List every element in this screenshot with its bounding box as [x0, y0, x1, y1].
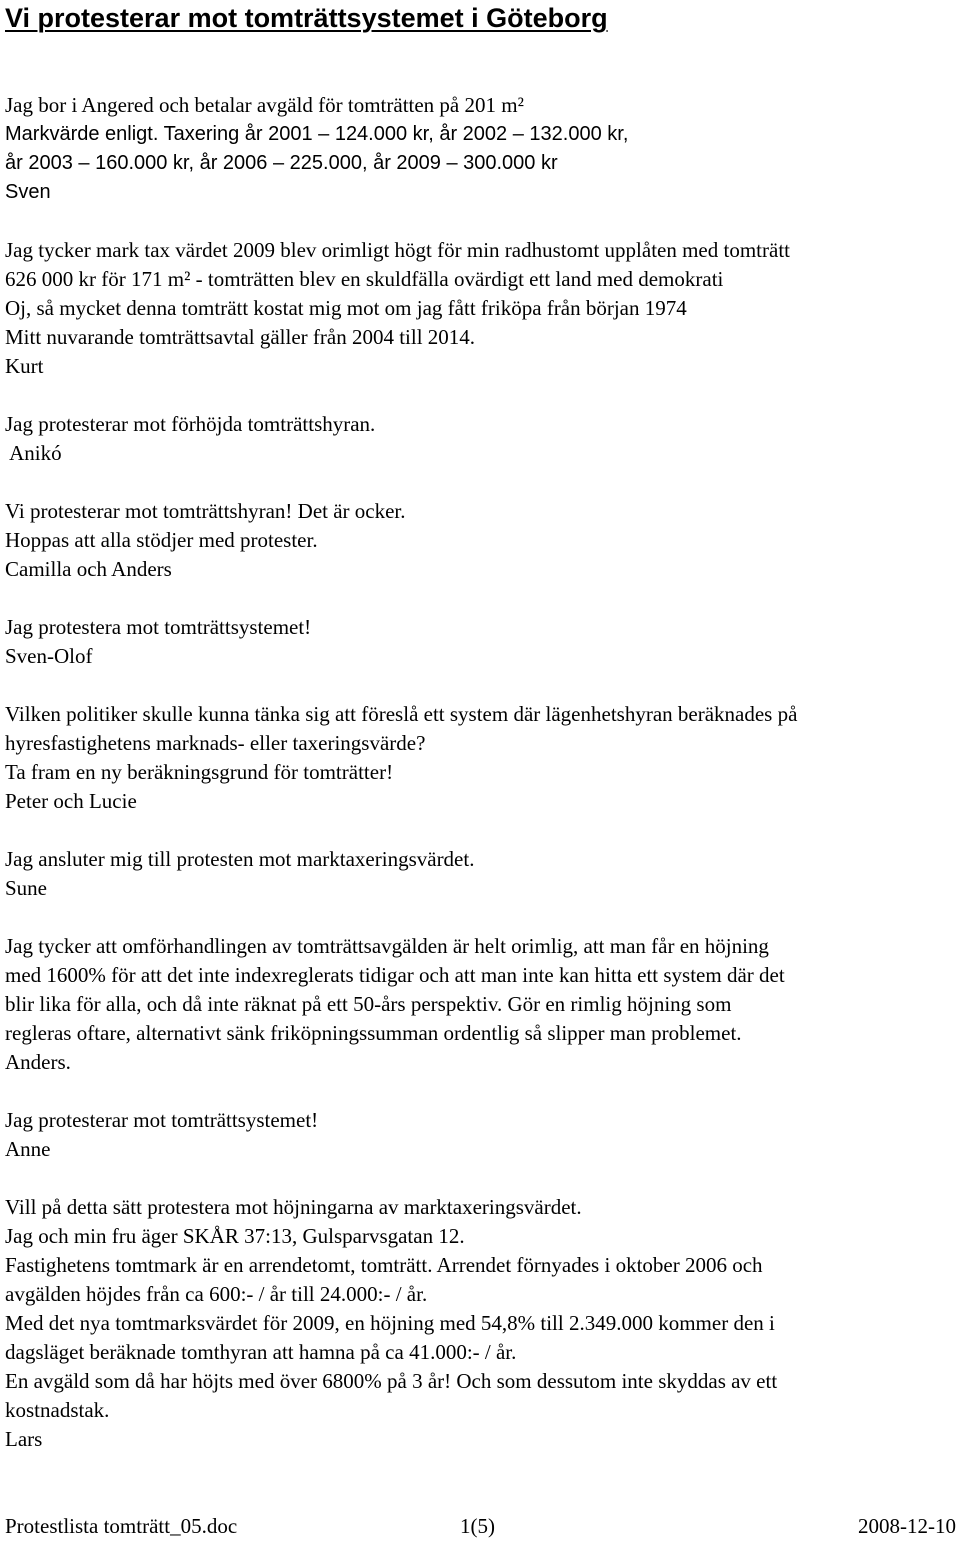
protest-entry — [5, 1106, 957, 1164]
entry-line: år 2003 – 160.000 kr, år 2006 – 225.000, år 2009 – 300.000 kr — [5, 152, 558, 174]
entry-signature: Peter och Lucie — [5, 789, 137, 813]
entry-line: Vi protesterar mot tomträttshyran! Det är ocker. — [5, 499, 406, 523]
entry-line: kostnadstak. — [5, 1398, 110, 1422]
entry-line: Markvärde enligt. Taxering år 2001 – 124.000 kr, år 2002 – 132.000 kr, — [5, 123, 629, 145]
entry-line: blir lika för alla, och då inte räknat på ett 50-års perspektiv. Gör en rimlig höjning som — [5, 992, 732, 1016]
protest-entry — [5, 932, 957, 1077]
protest-entry — [5, 236, 957, 381]
entry-signature: Sven-Olof — [5, 644, 93, 668]
paragraph-gap — [5, 381, 957, 410]
protest-entry — [5, 613, 957, 671]
entry-line: Fastighetens tomtmark är en arrendetomt, tomträtt. Arrendet förnyades i oktober 2006 och — [5, 1253, 763, 1277]
entry-signature: Anders. — [5, 1050, 71, 1074]
paragraph-gap — [5, 903, 957, 932]
paragraph-gap — [5, 207, 957, 236]
entry-line: hyresfastighetens marknads- eller taxeringsvärde? — [5, 731, 426, 755]
entry-line: Jag ansluter mig till protesten mot marktaxeringsvärdet. — [5, 847, 475, 871]
entry-line: Hoppas att alla stödjer med protester. — [5, 528, 318, 552]
entry-line: Jag tycker att omförhandlingen av tomträttsavgälden är helt orimlig, att man får en höjning — [5, 934, 769, 958]
protest-entry — [5, 91, 957, 207]
paragraph-gap — [5, 468, 957, 497]
entry-signature: Anikó — [5, 441, 62, 465]
paragraph-gap — [5, 816, 957, 845]
entry-line: Jag och min fru äger SKÅR 37:13, Gulsparvsgatan 12. — [5, 1224, 465, 1248]
entry-line: dagsläget beräknade tomthyran att hamna på ca 41.000:- / år. — [5, 1340, 517, 1364]
entry-signature: Kurt — [5, 354, 44, 378]
entry-line: Jag protestera mot tomträttsystemet! — [5, 615, 312, 639]
entry-signature: Anne — [5, 1137, 51, 1161]
entry-signature: Sune — [5, 876, 47, 900]
protest-entry — [5, 497, 957, 584]
footer-filename: Protestlista tomträtt_05.doc — [5, 1514, 238, 1538]
protest-entry — [5, 410, 957, 468]
entry-line: Jag bor i Angered och betalar avgäld för tomträtten på 201 m² — [5, 93, 524, 117]
paragraph-gap — [5, 584, 957, 613]
protest-entry — [5, 1193, 957, 1454]
paragraph-gap — [5, 1164, 957, 1193]
entry-line: 626 000 kr för 171 m² - tomträtten blev en skuldfälla ovärdigt ett land med demokrati — [5, 267, 724, 291]
entry-signature: Camilla och Anders — [5, 557, 172, 581]
document-body — [5, 91, 957, 1454]
paragraph-gap — [5, 671, 957, 700]
entry-line: Vilken politiker skulle kunna tänka sig att föreslå ett system där lägenhetshyran beräknades på — [5, 702, 798, 726]
protest-entry — [5, 845, 957, 903]
entry-line: regleras oftare, alternativt sänk friköpningssumman ordentlig så slipper man problemet. — [5, 1021, 742, 1045]
entry-line: Vill på detta sätt protestera mot höjningarna av marktaxeringsvärdet. — [5, 1195, 582, 1219]
paragraph-gap — [5, 1077, 957, 1106]
entry-line: med 1600% för att det inte indexreglerats tidigar och att man inte kan hitta ett system där det — [5, 963, 785, 987]
entry-line: Mitt nuvarande tomträttsavtal gäller från 2004 till 2014. — [5, 325, 476, 349]
footer-page-number: 1(5) — [460, 1514, 495, 1538]
entry-line: Med det nya tomtmarksvärdet för 2009, en höjning med 54,8% till 2.349.000 kommer den i — [5, 1311, 775, 1335]
entry-line: Jag protesterar mot förhöjda tomträttshyran. — [5, 412, 376, 436]
entry-line: Jag tycker mark tax värdet 2009 blev orimligt högt för min radhustomt upplåten med tomträtt — [5, 238, 790, 262]
entry-line: Oj, så mycket denna tomträtt kostat mig mot om jag fått friköpa från början 1974 — [5, 296, 687, 320]
entry-line: avgälden höjdes från ca 600:- / år till 24.000:- / år. — [5, 1282, 428, 1306]
footer-date: 2008-12-10 — [858, 1514, 956, 1538]
entry-line: Jag protesterar mot tomträttsystemet! — [5, 1108, 319, 1132]
entry-line: En avgäld som då har höjts med över 6800% på 3 år! Och som dessutom inte skyddas av ett — [5, 1369, 778, 1393]
document-title: Vi protesterar mot tomträttsystemet i Göteborg — [5, 3, 608, 33]
entry-line: Ta fram en ny beräkningsgrund för tomträtter! — [5, 760, 394, 784]
entry-signature: Lars — [5, 1427, 43, 1451]
page-footer — [5, 1512, 956, 1541]
entry-signature: Sven — [5, 181, 51, 203]
protest-entry — [5, 700, 957, 816]
